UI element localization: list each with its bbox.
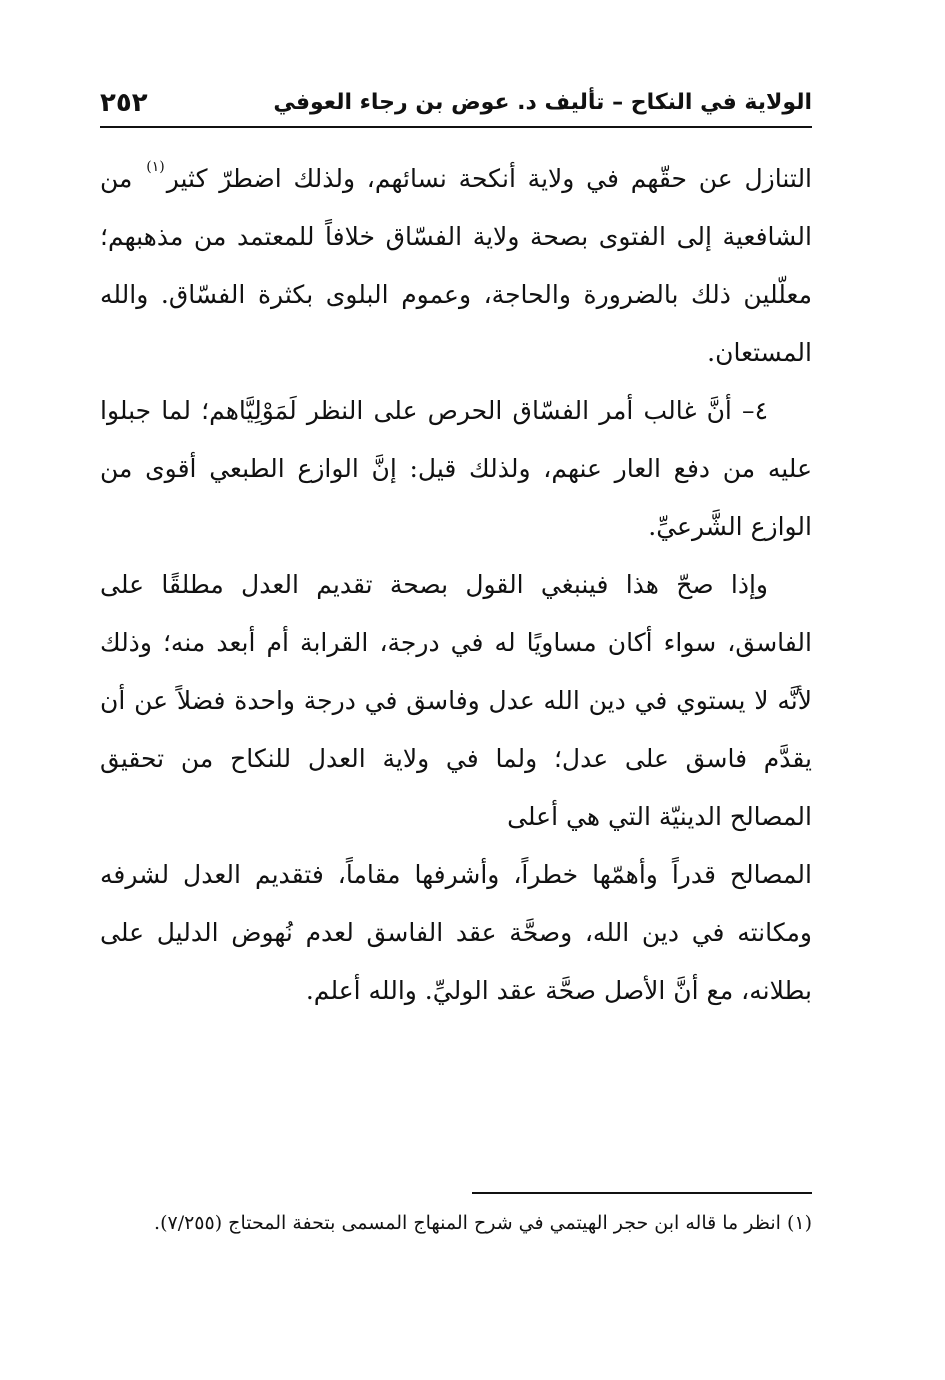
main-text — [100, 150, 812, 1020]
footnote-reference: (١) — [146, 159, 165, 175]
paragraph-1-end: من الشافعية إلى الفتوى بصحة ولاية الفسّاق خلافاً للمعتمد من مذهبهم؛ معلّلين ذلك بالضرورة والحاجة، وعموم البلوى بكثرة الفسّاق. والله المستعان. — [100, 164, 812, 367]
running-header — [100, 86, 812, 126]
paragraph-2: ٤– أنَّ غالب أمر الفسّاق الحرص على النظر لَمَوْلِيَّاهم؛ لما جبلوا عليه من دفع العار عنهم، ولذلك قيل: إنَّ الوازع الطبعي أقوى من الوازع الشَّرعيِّ. — [100, 396, 812, 541]
header-rule — [100, 126, 812, 128]
header-title: الولاية في النكاح – تأليف د. عوض بن رجاء العوفي — [273, 90, 812, 115]
paragraph-4: المصالح قدراً وأهمّها خطراً، وأشرفها مقاماً، فتقديم العدل لشرفه ومكانته في دين الله، وصحَّة عقد الفاسق لعدم نُهوض الدليل على بطلانه، مع أنَّ الأصل صحَّة عقد الوليِّ. والله أعلم. — [100, 860, 812, 1005]
footnote: (١) انظر ما قاله ابن حجر الهيتمي في شرح المنهاج المسمى بتحفة المحتاج (٧/٢٥٥). — [154, 1212, 812, 1234]
paragraph-1-start: التنازل عن حقّهم في ولاية أنكحة نسائهم، ولذلك اضطرّ كثير — [166, 164, 813, 193]
paragraph-3: وإذا صحّ هذا فينبغي القول بصحة تقديم العدل مطلقًا على الفاسق، سواء أكان مساويًا له في درجة، القرابة أم أبعد منه؛ وذلك لأنَّه لا يستوي في دين الله عدل وفاسق في درجة واحدة فضلاً عن أن يقدَّم فاسق على عدل؛ ولما في ولاية العدل للنكاح من تحقيق المصالح الدينيّة التي هي أعلى — [100, 570, 812, 831]
page-number: ٢٥٢ — [100, 88, 148, 118]
paragraph-1 — [100, 150, 812, 382]
footnote-separator — [472, 1192, 812, 1194]
